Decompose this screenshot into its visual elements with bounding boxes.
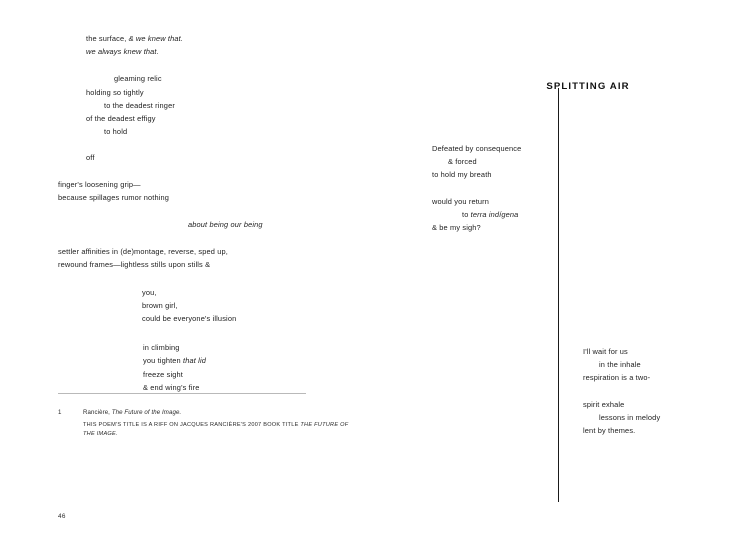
poem-line: to hold my breath: [432, 170, 492, 180]
poem-line: because spillages rumor nothing: [58, 192, 170, 202]
poem-line: to hold: [104, 127, 128, 137]
poem-line: gleaming relic: [114, 74, 162, 84]
poem-line: lessons in melody: [599, 412, 661, 422]
footnote-divider: [58, 393, 306, 394]
poem-line: respiration is a two-: [583, 373, 651, 383]
poem-line: in climbing: [143, 343, 180, 353]
footnote-note: [83, 421, 358, 439]
poem-line: I'll wait for us: [583, 347, 628, 356]
stanza: [58, 32, 498, 58]
poem-line: rewound frames—lightless stills upon stills &: [58, 260, 211, 270]
right-page: [432, 0, 740, 555]
footnote-author: Rancière,: [83, 409, 112, 416]
poem-line: in the inhale: [599, 360, 641, 370]
poem-line: we always knew that.: [86, 47, 159, 57]
poem-line: off: [86, 153, 95, 163]
footnote-number: 1: [58, 409, 62, 416]
stanza: [58, 286, 498, 326]
right-poem-top: [432, 142, 592, 247]
poem-line: you,: [142, 287, 157, 297]
footnote-note-title: THE FUTURE OF THE IMAGE.: [83, 421, 349, 437]
poem-line: & be my sigh?: [432, 223, 481, 233]
stanza: [58, 245, 498, 271]
poem-line: & end wing's fire: [143, 382, 200, 392]
poem-line: lent by themes.: [583, 426, 636, 436]
poem-line: & forced: [448, 157, 477, 167]
stanza: [58, 72, 498, 138]
footnote-note-text: THIS POEM'S TITLE IS A RIFF ON JACQUES RANCIÈRE'S 2007 BOOK TITLE: [83, 421, 301, 428]
poem-line: could be everyone's illusion: [142, 314, 237, 324]
poem-line: about being our being: [188, 220, 263, 230]
stanza: [583, 345, 740, 385]
stanza: [58, 341, 498, 394]
poem-line: Defeated by consequence: [432, 144, 522, 153]
poem-line: to terra indígena: [462, 209, 519, 219]
footnote: [58, 408, 358, 439]
footnote-citation: [83, 408, 358, 418]
poem-line: settler affinities in (de)montage, reverse, sped up,: [58, 247, 228, 257]
poem-line: holding so tightly: [86, 87, 144, 97]
right-poem-bottom: [583, 345, 740, 450]
poem-line: to the deadest ringer: [104, 100, 175, 110]
poem-line: freeze sight: [143, 369, 184, 379]
poem-line: you tighten that lid: [143, 356, 206, 366]
footnote-title: The Future of the Image.: [111, 409, 182, 416]
stanza: [432, 195, 592, 235]
poem-line: brown girl,: [142, 300, 178, 310]
stanza: [583, 398, 740, 438]
poem-line: would you return: [432, 196, 490, 206]
poem-title: SPLITTING AIR: [546, 81, 630, 92]
poem-line: of the deadest effigy: [86, 114, 156, 124]
page-number: 46: [58, 513, 66, 520]
poem-line: the surface, & we knew that.: [86, 34, 184, 43]
poem-line: finger's loosening grip—: [58, 179, 141, 189]
poem-line: spirit exhale: [583, 399, 625, 409]
stanza: [432, 142, 592, 182]
